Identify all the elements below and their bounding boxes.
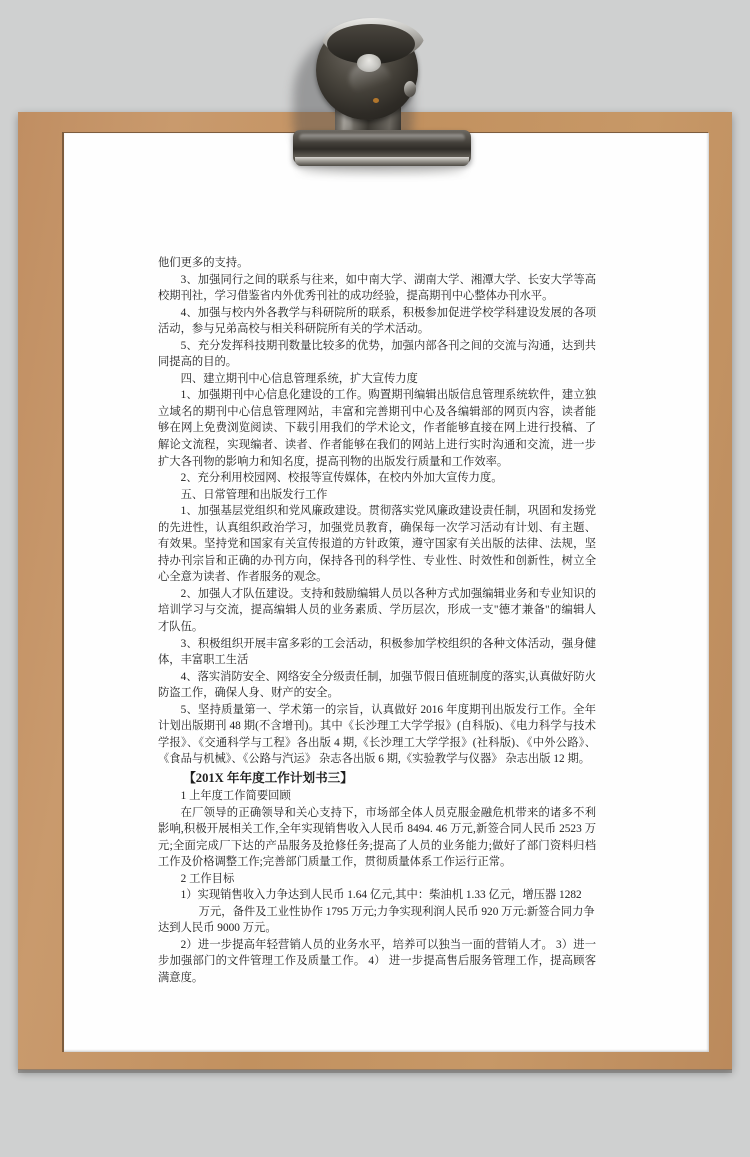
plan-subheading: 1 上年度工作简要回顾: [180, 789, 291, 802]
paragraph: 5、坚持质量第一、学术第一的宗旨，认真做好 2016 年度期刊出版发行工作。全年计划出版期刊 48 期(不含增刊)。其中《长沙理工大学学报》(自科版)、《电力科学与技术学报》、《交通科学与工程》各出版 4 期,《长沙理工大学学报》(社科版)、《中外公路》、《食品与机械》、《公路与汽运》 杂志各出版 6 期,《实验教学与仪器》 杂志出版 12 期。: [158, 703, 596, 766]
plan-three-heading: 【201X 年年度工作计划书三】: [183, 770, 353, 785]
section-heading-four: 四、建立期刊中心信息管理系统，扩大宣传力度: [180, 372, 418, 385]
paragraph: 达到人民币 9000 万元。: [158, 922, 277, 935]
clip-bar-shadow: [299, 166, 465, 174]
paragraph: 4、落实消防安全、网络安全分级责任制，加强节假日值班制度的落实,认真做好防火防盗工作，确保人身、财产的安全。: [158, 670, 596, 700]
clip-pivot-pin: [404, 81, 416, 97]
board-bottom-edge: [18, 1069, 732, 1073]
paragraph: 万元，备件及工业性协作 1795 万元;力争实现利润人民币 920 万元:新签合同力争: [198, 905, 595, 918]
document-text-body: [158, 255, 596, 987]
paragraph: 2、充分利用校园网、校报等宣传媒体，在校内外加大宣传力度。: [180, 472, 503, 485]
section-heading-five: 五、日常管理和出版发行工作: [180, 488, 328, 501]
paragraph: 他们更多的支持。: [158, 257, 249, 269]
paragraph: 在厂领导的正确领导和关心支持下，市场部全体人员克服金融危机带来的诸多不利影响,积极开展相关工作,全年实现销售收入人民币 8494. 46 万元,新签合同人民币 2523 万元;全面完成厂下达的产品服务及抢修任务;提高了人员的业务能力;做好了部门资料归档工作及价格调整工作;完善部门质量工作，贯彻质量体系工作运行正常。: [158, 806, 596, 869]
plan-subheading: 2 工作目标: [180, 872, 235, 885]
clip-rivet-upper: [373, 98, 379, 103]
paragraph: 3、加强同行之间的联系与往来，如中南大学、湖南大学、湘潭大学、长安大学等高校期刊社，学习借鉴省内外优秀刊社的成功经验，提高期刊中心整体办刊水平。: [158, 273, 596, 303]
paragraph: 4、加强与校内外各教学与科研院所的联系，积极参加促进学校学科建设发展的各项活动，参与兄弟高校与相关科研院所有关的学术活动。: [158, 306, 596, 336]
paragraph: 1、加强基层党组织和党风廉政建设。贯彻落实党风廉政建设责任制，巩固和发扬党的先进性，认真组织政治学习，加强党员教育，确保每一次学习活动有计划、有主题、有效果。坚持党和国家有关宣传报道的方针政策，遵守国家有关出版的法律、法规，坚持办刊宗旨和正确的办刊方向，保持各刊的科学性、专业性、时效性和创新性，树立全心全意为读者、作者服务的观念。: [158, 505, 596, 584]
paragraph: 2）进一步提高年轻营销人员的业务水平，培养可以独当一面的营销人才。 3）进一步加强部门的文件管理工作及质量工作。 4） 进一步提高售后服务管理工作，提高顾客满意度。: [158, 938, 596, 984]
clip-gloss-highlight: [349, 62, 391, 96]
paragraph: 3、积极组织开展丰富多彩的工会活动，积极参加学校组织的各种文体活动，强身健体，丰富职工生活: [158, 637, 596, 667]
clip-bar-highlight: [299, 134, 465, 142]
paragraph: 2、加强人才队伍建设。支持和鼓励编辑人员以各种方式加强编辑业务和专业知识的培训学习与交流，提高编辑人员的业务素质、学历层次，形成一支"德才兼备"的编辑人才队伍。: [158, 587, 596, 634]
paragraph: 5、充分发挥科技期刊数量比较多的优势，加强内部各刊之间的交流与沟通，达到共同提高的目的。: [158, 339, 596, 369]
paragraph: 1、加强期刊中心信息化建设的工作。购置期刊编辑出版信息管理系统软件，建立独立域名的期刊中心信息管理网站，丰富和完善期刊中心及各编辑部的网页内容，读者能够在网上免费浏览阅读、下载引用我们的学术论文，作者能够直接在网上进行投稿、了解论文流程，实现编者、读者、作者能够在我们的网站上进行实时沟通和交流，进一步扩大各刊物的影响力和知名度，提高刊物的出版发行质量和工作效率。: [158, 389, 596, 468]
paragraph: 1）实现销售收入力争达到人民币 1.64 亿元,其中：柴油机 1.33 亿元，增压器 1282: [180, 889, 582, 902]
clipboard-clip[interactable]: [287, 18, 479, 180]
clip-bar-lip: [295, 157, 469, 166]
